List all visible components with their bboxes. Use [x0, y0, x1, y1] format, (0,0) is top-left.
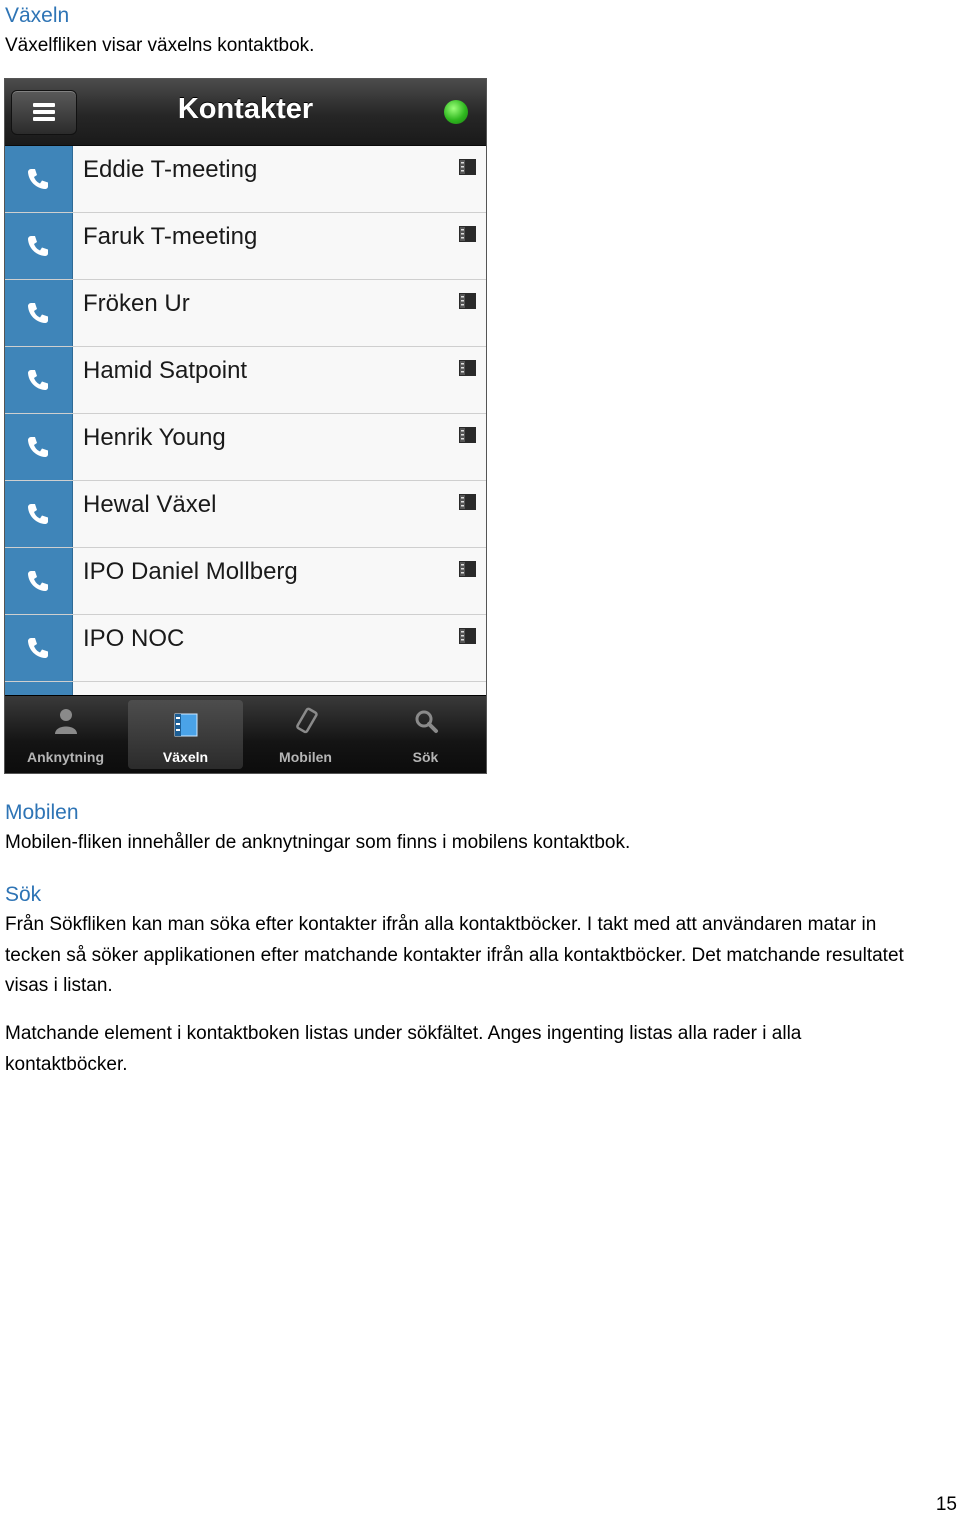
contact-row[interactable] [5, 280, 486, 347]
contact-row[interactable] [5, 548, 486, 615]
section-heading-sok: Sök [5, 883, 42, 906]
section-text-mobilen: Mobilen-fliken innehåller de anknytningar som finns i mobilens kontaktbok. [5, 832, 631, 853]
section-text-vaxeln: Växelfliken visar växelns kontaktbok. [5, 35, 315, 56]
section-text-sok-1: Från Sökfliken kan man söka efter kontakter ifrån alla kontaktböcker. I takt med att användaren matar in tecken så söker applikationen efter matchande kontakter ifrån alla kontaktböcker. Det matchande resultatet visas i listan. [5, 914, 904, 996]
section-heading-vaxeln: Växeln [5, 4, 70, 27]
contact-book-icon [459, 427, 476, 443]
contact-row[interactable] [5, 615, 486, 682]
contact-row[interactable] [5, 481, 486, 548]
call-button[interactable] [5, 347, 73, 413]
tab-anknytning[interactable] [8, 696, 123, 773]
tab-label: Mobilen [279, 749, 332, 765]
contact-row[interactable] [5, 414, 486, 481]
contact-name: IPO Daniel Mollberg [83, 558, 298, 585]
contact-row[interactable] [5, 146, 486, 213]
section-text-sok-2: Matchande element i kontaktboken listas under sökfältet. Anges ingenting listas alla rader i alla kontaktböcker. [5, 1023, 802, 1075]
tab-label: Sök [412, 749, 439, 765]
contact-name: Hewal Växel [83, 491, 217, 518]
phone-icon [25, 233, 51, 259]
call-button[interactable] [5, 414, 73, 480]
phone-icon [25, 568, 51, 594]
contact-name: IPO NOC [83, 625, 185, 652]
phone-icon [25, 635, 51, 661]
tab-label: Växeln [162, 749, 209, 765]
contact-name: Hamid Satpoint [83, 357, 248, 384]
call-button[interactable] [5, 615, 73, 681]
contact-book-icon [459, 628, 476, 644]
phone-icon [25, 367, 51, 393]
contact-name: Henrik Young [83, 424, 226, 451]
contact-list[interactable] [5, 146, 486, 698]
tab-vaxeln[interactable] [128, 700, 243, 769]
call-button[interactable] [5, 548, 73, 614]
section-heading-mobilen: Mobilen [5, 801, 79, 824]
contact-book-icon [459, 561, 476, 577]
status-indicator-icon [444, 100, 468, 124]
person-icon [53, 708, 79, 734]
tab-bar [5, 695, 486, 773]
call-button[interactable] [5, 146, 73, 212]
tab-sok[interactable] [368, 696, 483, 773]
phone-screenshot [4, 78, 487, 774]
contact-row[interactable] [5, 347, 486, 414]
switchboard-icon [173, 712, 199, 738]
mobile-icon [293, 708, 319, 734]
phone-icon [25, 300, 51, 326]
contact-book-icon [459, 293, 476, 309]
contact-book-icon [459, 494, 476, 510]
phone-icon [25, 166, 51, 192]
tab-label: Anknytning [27, 749, 104, 765]
phone-icon [25, 501, 51, 527]
contact-name: Fröken Ur [83, 290, 190, 317]
contact-name: Eddie T-meeting [83, 156, 258, 183]
call-button[interactable] [5, 213, 73, 279]
page-number: 15 [935, 1494, 957, 1515]
search-icon [413, 708, 439, 734]
contact-book-icon [459, 226, 476, 242]
phone-icon [25, 434, 51, 460]
call-button[interactable] [5, 280, 73, 346]
nav-title: Kontakter [177, 93, 314, 125]
tab-mobilen[interactable] [248, 696, 363, 773]
contact-book-icon [459, 159, 476, 175]
call-button[interactable] [5, 481, 73, 547]
contact-row[interactable] [5, 213, 486, 280]
nav-bar [5, 79, 486, 146]
contact-book-icon [459, 360, 476, 376]
contact-name: Faruk T-meeting [83, 223, 258, 250]
